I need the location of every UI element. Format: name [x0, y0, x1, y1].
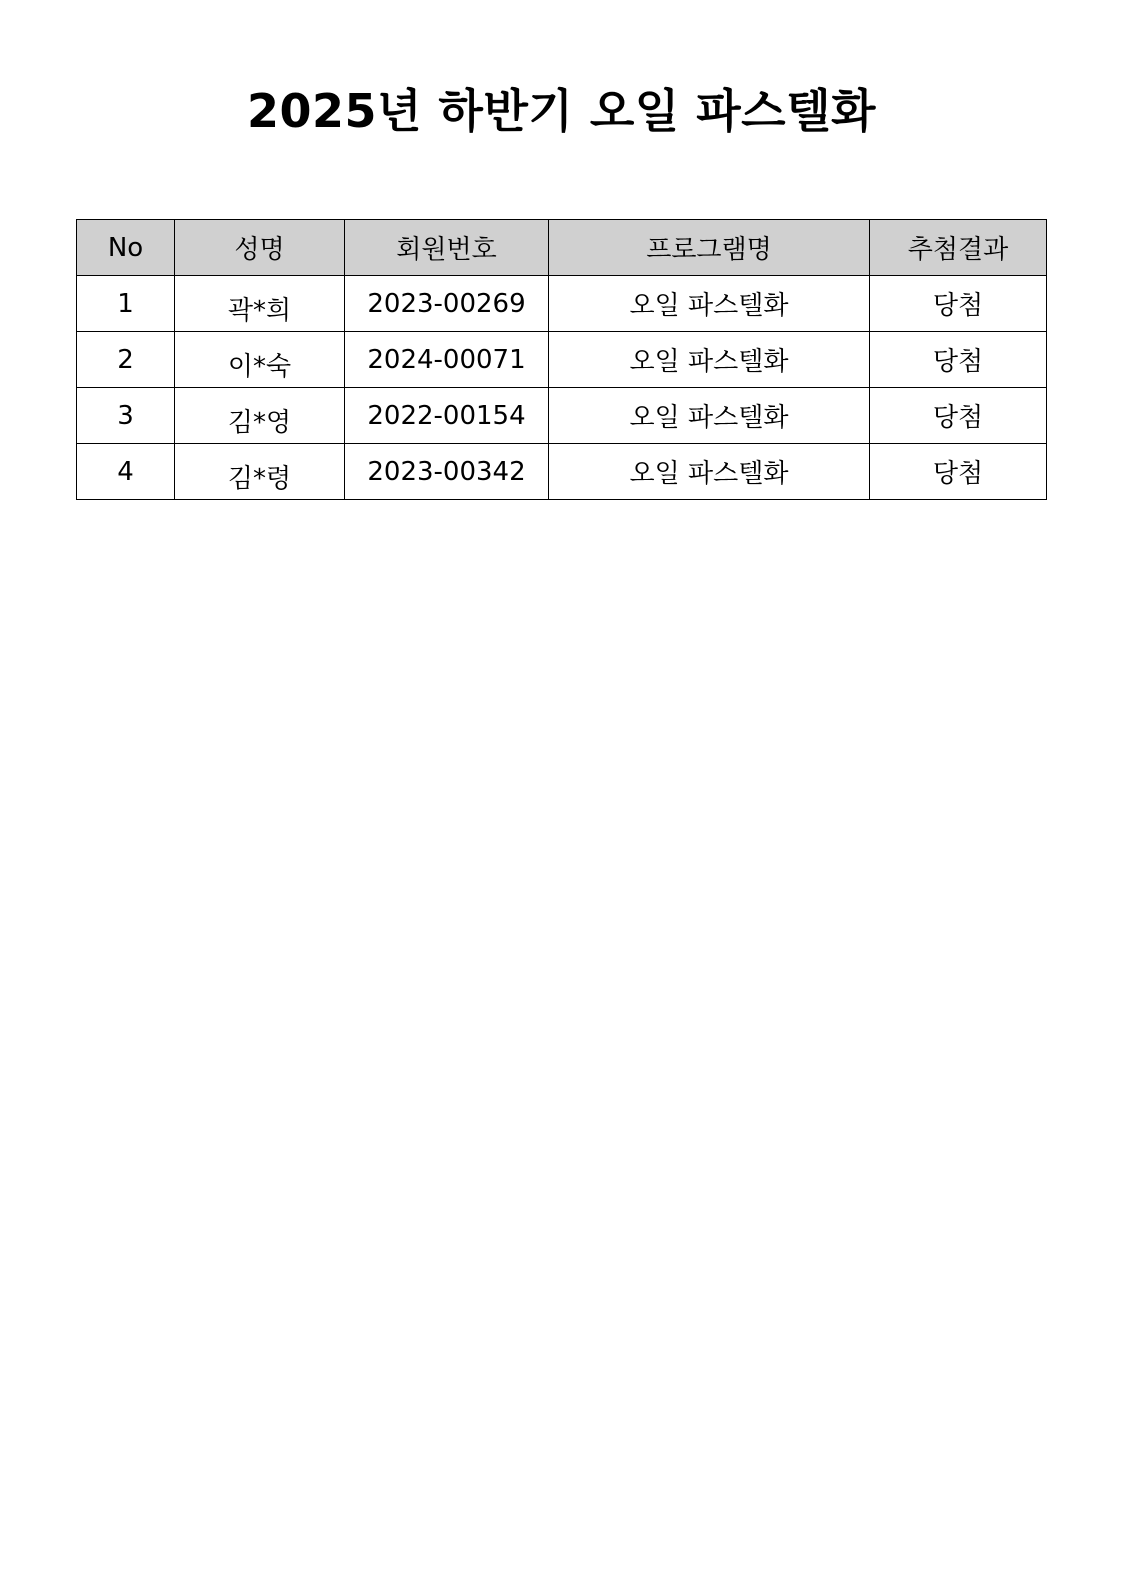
- cell-member-number: 2023-00342: [345, 444, 549, 500]
- table-row: [77, 444, 1047, 500]
- name-text: 김*영: [227, 408, 292, 438]
- cell-program-name: 오일 파스텔화: [549, 444, 870, 500]
- cell-lottery-result: 당첨: [870, 444, 1047, 500]
- cell-no: 4: [77, 444, 175, 500]
- cell-name: [175, 332, 345, 388]
- cell-lottery-result: 당첨: [870, 332, 1047, 388]
- cell-no: 1: [77, 276, 175, 332]
- cell-no: 3: [77, 388, 175, 444]
- name-text: 곽*희: [227, 296, 292, 326]
- header-program-name: 프로그램명: [549, 220, 870, 276]
- cell-program-name: 오일 파스텔화: [549, 332, 870, 388]
- lottery-result-table: [76, 219, 1047, 500]
- cell-no: 2: [77, 332, 175, 388]
- cell-member-number: 2024-00071: [345, 332, 549, 388]
- header-no: No: [77, 220, 175, 276]
- table-row: [77, 276, 1047, 332]
- table-row: [77, 332, 1047, 388]
- name-text: 김*령: [227, 464, 292, 494]
- table-row: [77, 388, 1047, 444]
- cell-program-name: 오일 파스텔화: [549, 388, 870, 444]
- header-lottery-result: 추첨결과: [870, 220, 1047, 276]
- cell-name: [175, 388, 345, 444]
- header-member-number: 회원번호: [345, 220, 549, 276]
- page-title: 2025년 하반기 오일 파스텔화: [247, 84, 876, 138]
- cell-name: [175, 444, 345, 500]
- cell-member-number: 2023-00269: [345, 276, 549, 332]
- cell-lottery-result: 당첨: [870, 388, 1047, 444]
- cell-member-number: 2022-00154: [345, 388, 549, 444]
- cell-program-name: 오일 파스텔화: [549, 276, 870, 332]
- header-name: 성명: [175, 220, 345, 276]
- cell-lottery-result: 당첨: [870, 276, 1047, 332]
- name-text: 이*숙: [227, 352, 292, 382]
- table-header-row: [77, 220, 1047, 276]
- cell-name: [175, 276, 345, 332]
